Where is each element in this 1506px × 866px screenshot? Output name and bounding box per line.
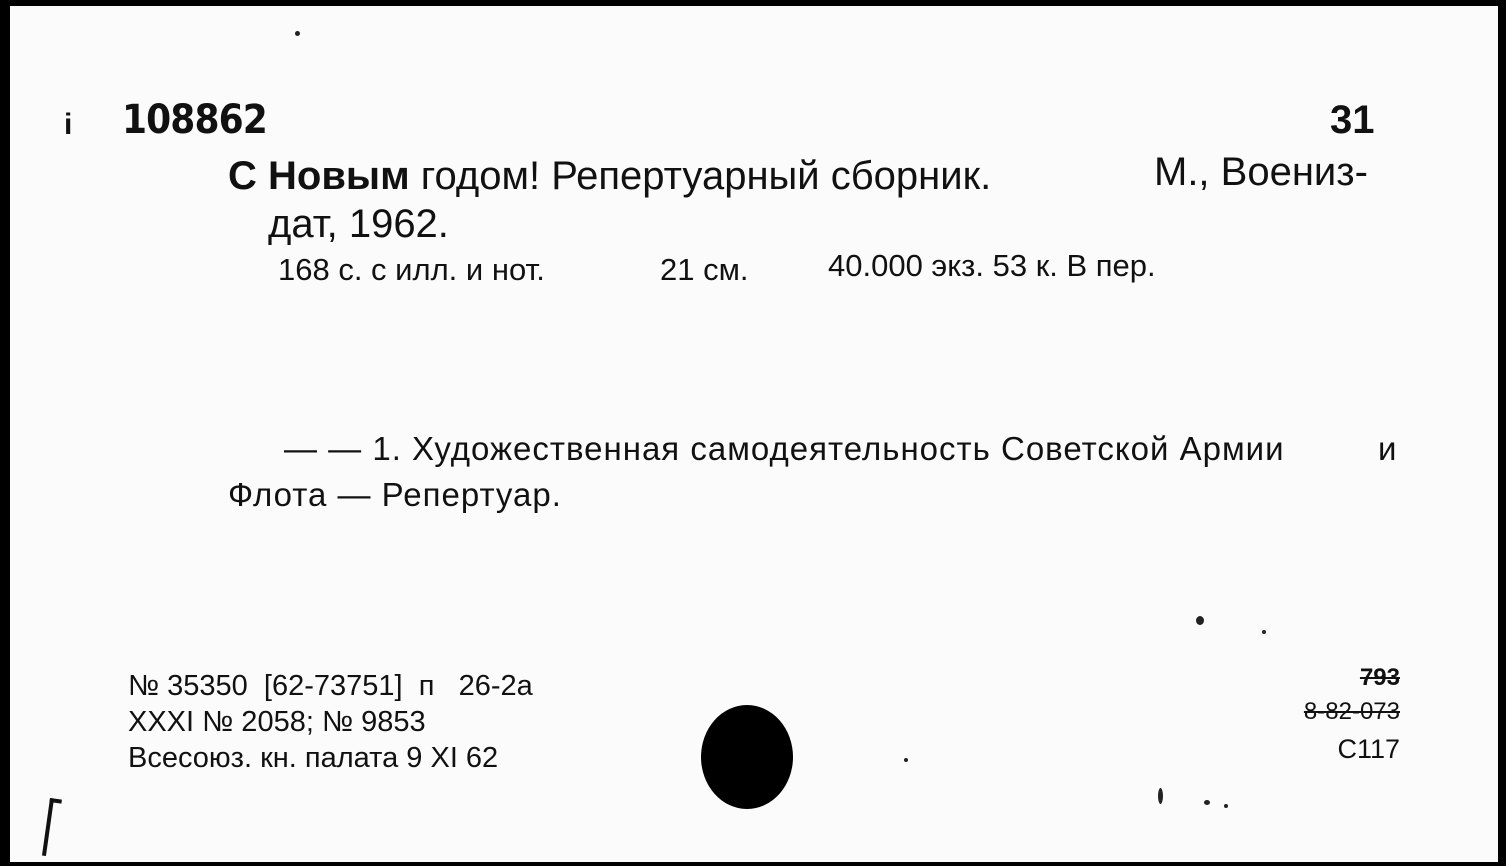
print-run-price: 40.000 экз. 53 к. В пер. [828, 248, 1156, 283]
publisher-part1: М., Воениз- [1154, 150, 1368, 194]
title-line [228, 156, 991, 196]
subject-heading-line2: Флота — Репертуар. [228, 476, 562, 513]
speck [1196, 616, 1204, 625]
subject-heading-line1: — — 1. Художественная самодеятельность Советской Армии [284, 430, 1285, 467]
inventory-number: 108862 [122, 97, 267, 143]
class-code-1: 793 [1359, 664, 1400, 691]
registration-line: № 35350 [62-73751] п 26-2а [128, 670, 533, 702]
speck [1158, 788, 1163, 804]
pen-mark [42, 798, 54, 856]
title-rest: годом! Репертуарный сборник. [420, 154, 992, 198]
size-description: 21 см. [660, 252, 749, 287]
series-line: XXXI № 2058; № 9853 [128, 706, 426, 738]
speck [295, 31, 300, 36]
left-margin-mark: i [64, 108, 73, 141]
class-code-2: 8-82-073 [1303, 698, 1400, 725]
publisher-part2: дат, 1962. [268, 202, 449, 246]
speck [1204, 800, 1210, 805]
speck [904, 758, 908, 762]
punch-hole [701, 705, 793, 809]
pages-description: 168 с. с илл. и нот. [278, 252, 545, 287]
class-code-3: С117 [1337, 734, 1400, 764]
catalog-card [10, 6, 1498, 862]
subject-heading-and: и [1378, 430, 1397, 467]
chamber-line: Всесоюз. кн. палата 9 XI 62 [128, 742, 499, 774]
speck [1262, 630, 1266, 634]
title-bold: С Новым [228, 154, 410, 198]
card-number: 31 [1330, 98, 1375, 142]
speck [1224, 804, 1228, 808]
